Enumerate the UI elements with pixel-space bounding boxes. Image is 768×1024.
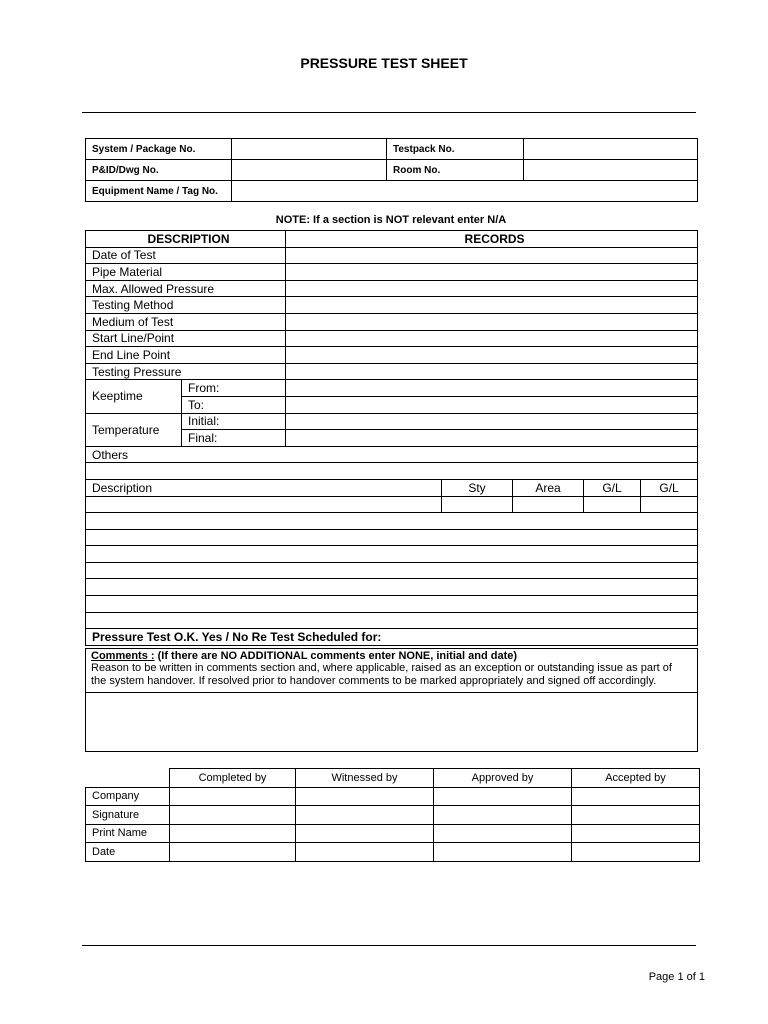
- top-divider: [82, 112, 696, 113]
- blank-row[interactable]: [86, 596, 698, 613]
- system-package-label: System / Package No.: [86, 139, 232, 160]
- signature-label: Signature: [86, 806, 170, 825]
- blank-row[interactable]: [86, 529, 698, 546]
- room-field[interactable]: [524, 160, 698, 181]
- signoff-field[interactable]: [170, 806, 296, 825]
- row-label: Pipe Material: [86, 264, 286, 281]
- item-description-field[interactable]: [86, 496, 442, 513]
- records-table: [85, 230, 698, 646]
- record-field[interactable]: [286, 264, 698, 281]
- others-label: Others: [86, 446, 698, 463]
- pid-dwg-label: P&ID/Dwg No.: [86, 160, 232, 181]
- comments-label: Comments :: [91, 650, 155, 662]
- signoff-field[interactable]: [434, 787, 572, 806]
- signoff-field[interactable]: [572, 806, 700, 825]
- signoff-field[interactable]: [572, 787, 700, 806]
- approved-by-header: Approved by: [434, 769, 572, 788]
- item-area-field[interactable]: [513, 496, 584, 513]
- temperature-label: Temperature: [86, 413, 182, 446]
- pid-dwg-field[interactable]: [232, 160, 387, 181]
- system-package-field[interactable]: [232, 139, 387, 160]
- completed-by-header: Completed by: [170, 769, 296, 788]
- blank-row[interactable]: [86, 562, 698, 579]
- equipment-field[interactable]: [232, 181, 698, 202]
- keeptime-from-field[interactable]: [286, 380, 698, 397]
- pressure-test-result-row[interactable]: Pressure Test O.K. Yes / No Re Test Scheduled for:: [86, 629, 698, 646]
- signoff-field[interactable]: [170, 787, 296, 806]
- blank-row[interactable]: [86, 579, 698, 596]
- note-text: NOTE: If a section is NOT relevant enter N/A: [275, 214, 507, 226]
- row-label: Max. Allowed Pressure: [86, 280, 286, 297]
- signoff-field[interactable]: [434, 824, 572, 843]
- row-label: End Line Point: [86, 347, 286, 364]
- row-label: Medium of Test: [86, 313, 286, 330]
- signoff-field[interactable]: [296, 824, 434, 843]
- comments-text-line: the system handover. If resolved prior to handover comments to be marked appropriately and signed off accordingly.: [91, 675, 657, 687]
- page-number: Page 1 of 1: [648, 971, 705, 983]
- print-name-label: Print Name: [86, 824, 170, 843]
- blank-row[interactable]: [86, 612, 698, 629]
- signoff-corner: [86, 769, 170, 788]
- signoff-field[interactable]: [296, 787, 434, 806]
- description-column-header: DESCRIPTION: [86, 231, 286, 248]
- comments-box: [85, 648, 698, 752]
- others-field[interactable]: [86, 463, 698, 480]
- signoff-table: [85, 768, 700, 862]
- date-label: Date: [86, 843, 170, 862]
- signoff-field[interactable]: [296, 806, 434, 825]
- record-field[interactable]: [286, 347, 698, 364]
- record-field[interactable]: [286, 297, 698, 314]
- signoff-field[interactable]: [572, 824, 700, 843]
- items-gl2-header: G/L: [641, 479, 698, 496]
- comments-input-area[interactable]: [86, 693, 697, 751]
- signoff-field[interactable]: [296, 843, 434, 862]
- comments-instruction: (If there are NO ADDITIONAL comments enter NONE, initial and date): [154, 650, 518, 662]
- keeptime-to-field[interactable]: [286, 396, 698, 413]
- items-description-header: Description: [86, 479, 442, 496]
- final-label: Final:: [182, 430, 286, 447]
- row-label: Testing Method: [86, 297, 286, 314]
- bottom-divider: [82, 945, 696, 946]
- row-label: Testing Pressure: [86, 363, 286, 380]
- comments-text-line: Reason to be written in comments section and, where applicable, raised as an exception or outstanding issue as part of: [91, 662, 672, 674]
- item-gl2-field[interactable]: [641, 496, 698, 513]
- items-area-header: Area: [513, 479, 584, 496]
- header-fields-table: [85, 138, 698, 202]
- blank-row[interactable]: [86, 546, 698, 563]
- from-label: From:: [182, 380, 286, 397]
- item-sty-field[interactable]: [442, 496, 513, 513]
- initial-label: Initial:: [182, 413, 286, 430]
- row-label: Date of Test: [86, 247, 286, 264]
- signoff-field[interactable]: [170, 843, 296, 862]
- record-field[interactable]: [286, 247, 698, 264]
- witnessed-by-header: Witnessed by: [296, 769, 434, 788]
- temperature-initial-field[interactable]: [286, 413, 698, 430]
- to-label: To:: [182, 396, 286, 413]
- record-field[interactable]: [286, 330, 698, 347]
- signoff-field[interactable]: [572, 843, 700, 862]
- record-field[interactable]: [286, 363, 698, 380]
- record-field[interactable]: [286, 280, 698, 297]
- items-sty-header: Sty: [442, 479, 513, 496]
- record-field[interactable]: [286, 313, 698, 330]
- row-label: Start Line/Point: [86, 330, 286, 347]
- room-label: Room No.: [387, 160, 524, 181]
- signoff-field[interactable]: [170, 824, 296, 843]
- comments-title: [86, 650, 697, 662]
- accepted-by-header: Accepted by: [572, 769, 700, 788]
- equipment-label: Equipment Name / Tag No.: [86, 181, 232, 202]
- company-label: Company: [86, 787, 170, 806]
- blank-row[interactable]: [86, 513, 698, 530]
- items-gl1-header: G/L: [584, 479, 641, 496]
- document-title: PRESSURE TEST SHEET: [300, 55, 468, 71]
- temperature-final-field[interactable]: [286, 430, 698, 447]
- records-column-header: RECORDS: [286, 231, 698, 248]
- signoff-field[interactable]: [434, 843, 572, 862]
- signoff-field[interactable]: [434, 806, 572, 825]
- testpack-field[interactable]: [524, 139, 698, 160]
- item-gl1-field[interactable]: [584, 496, 641, 513]
- testpack-label: Testpack No.: [387, 139, 524, 160]
- keeptime-label: Keeptime: [86, 380, 182, 413]
